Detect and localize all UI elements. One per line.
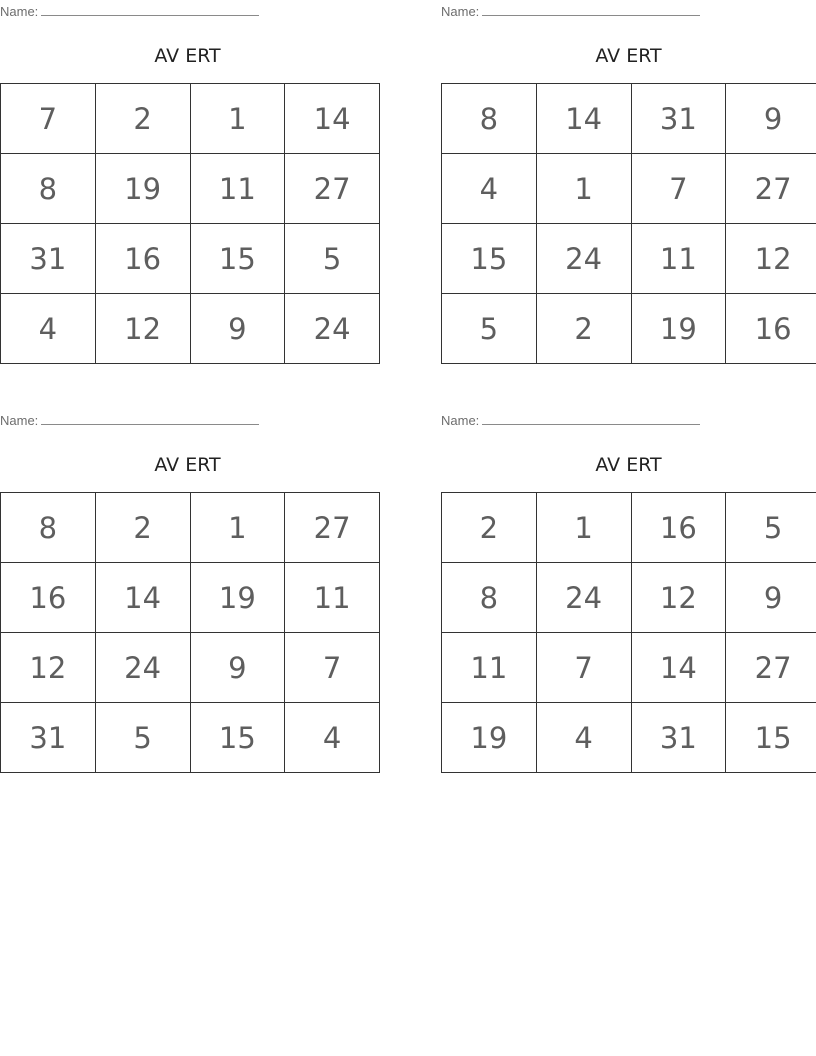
grid-cell: 9 [726,563,816,633]
grid-cell: 15 [190,224,285,294]
name-blank-line[interactable] [41,3,259,16]
grid-cell: 2 [442,493,537,563]
grid-cell: 31 [631,84,726,154]
grid-cell: 1 [536,493,631,563]
grid-cell: 24 [536,563,631,633]
grid-cell: 11 [442,633,537,703]
grid-cell: 8 [1,493,96,563]
grid-cell: 27 [285,154,380,224]
number-grid [0,83,380,364]
grid-cell: 16 [1,563,96,633]
grid-cell: 15 [442,224,537,294]
grid-row [1,563,380,633]
grid-cell: 27 [726,154,816,224]
number-grid [441,492,816,773]
grid-row [442,84,816,154]
grid-cell: 27 [726,633,816,703]
grid-cell: 14 [631,633,726,703]
grid-cell: 4 [1,294,96,364]
grid-cell: 19 [442,703,537,773]
grid-cell: 14 [536,84,631,154]
grid-cell: 11 [285,563,380,633]
grid-cell: 14 [285,84,380,154]
grid-cell: 31 [1,224,96,294]
grid-cell: 19 [95,154,190,224]
grid-cell: 5 [726,493,816,563]
grid-cell: 9 [190,633,285,703]
grid-cell: 19 [190,563,285,633]
grid-row [1,84,380,154]
name-label: Name: [441,4,480,19]
grid-cell: 24 [285,294,380,364]
grid-cell: 2 [536,294,631,364]
number-grid [0,492,380,773]
grid-cell: 8 [442,563,537,633]
name-field [0,412,259,429]
name-label: Name: [0,413,39,428]
grid-cell: 11 [631,224,726,294]
grid-row [442,563,816,633]
grid-cell: 7 [536,633,631,703]
grid-cell: 5 [95,703,190,773]
name-blank-line[interactable] [482,3,700,16]
grid-cell: 12 [631,563,726,633]
number-grid [441,83,816,364]
grid-cell: 9 [190,294,285,364]
grid-cell: 12 [1,633,96,703]
name-field [441,3,700,20]
card-title: AV ERT [154,454,221,476]
grid-cell: 12 [726,224,816,294]
grid-cell: 8 [442,84,537,154]
grid-row [442,633,816,703]
grid-cell: 16 [631,493,726,563]
grid-cell: 5 [442,294,537,364]
grid-row [1,703,380,773]
name-label: Name: [0,4,39,19]
bingo-card [441,409,816,773]
grid-cell: 16 [95,224,190,294]
grid-cell: 24 [536,224,631,294]
grid-cell: 4 [536,703,631,773]
card-title: AV ERT [154,45,221,67]
grid-cell: 24 [95,633,190,703]
grid-cell: 15 [726,703,816,773]
card-title: AV ERT [595,454,662,476]
grid-cell: 2 [95,84,190,154]
name-blank-line[interactable] [482,412,700,425]
grid-cell: 19 [631,294,726,364]
card-title: AV ERT [595,45,662,67]
bingo-card [0,0,375,364]
grid-cell: 4 [285,703,380,773]
grid-cell: 31 [1,703,96,773]
grid-cell: 5 [285,224,380,294]
grid-cell: 8 [1,154,96,224]
grid-cell: 31 [631,703,726,773]
grid-cell: 16 [726,294,816,364]
grid-cell: 9 [726,84,816,154]
name-field [441,412,700,429]
grid-cell: 7 [285,633,380,703]
grid-cell: 2 [95,493,190,563]
grid-row [1,633,380,703]
bingo-card [441,0,816,364]
grid-cell: 4 [442,154,537,224]
grid-row [1,294,380,364]
grid-cell: 1 [190,84,285,154]
grid-cell: 27 [285,493,380,563]
grid-cell: 14 [95,563,190,633]
grid-cell: 12 [95,294,190,364]
grid-cell: 1 [536,154,631,224]
grid-row [442,493,816,563]
grid-cell: 15 [190,703,285,773]
grid-row [1,493,380,563]
grid-cell: 7 [631,154,726,224]
name-field [0,3,259,20]
name-label: Name: [441,413,480,428]
grid-row [1,154,380,224]
grid-row [442,154,816,224]
grid-row [442,224,816,294]
grid-row [442,294,816,364]
grid-row [442,703,816,773]
name-blank-line[interactable] [41,412,259,425]
grid-cell: 11 [190,154,285,224]
bingo-card [0,409,375,773]
grid-cell: 1 [190,493,285,563]
grid-row [1,224,380,294]
grid-cell: 7 [1,84,96,154]
